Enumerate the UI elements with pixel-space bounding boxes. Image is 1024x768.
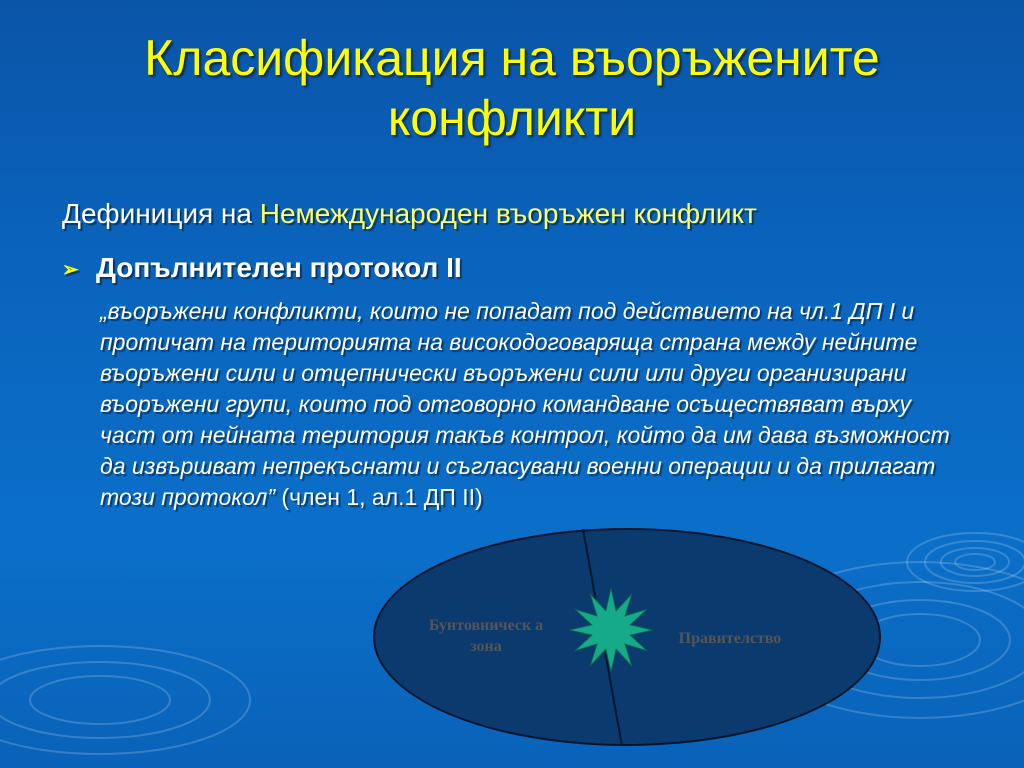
quote-source: (член 1, ал.1 ДП II): [275, 484, 483, 510]
slide-title: Класификация на въоръжените конфликти: [144, 30, 880, 146]
definition-highlight: Немеждународен въоръжен конфликт: [259, 198, 757, 229]
bullet-label: Допълнителен протокол II: [96, 252, 462, 283]
quote-text: „въоръжени конфликти, които не попадат под действието на чл.1 ДП I и протичат на територията на високодоговаряща страна между нейните въоръжени сили и отцепнически въоръжени сили или други организирани въоръжени групи, които под отговорно командване осъществяват върху част от нейната територия такъв контрол, който да им дава възможност да извършват непрекъснати и съгласувани военни операции и да прилагат този протокол”: [100, 298, 950, 510]
government-label: Правителство: [678, 630, 782, 647]
rebel-zone-label: Бунтовническ а зона: [428, 617, 544, 655]
arrow-bullet-icon: ➢: [62, 259, 79, 282]
definition-prefix: Дефиниция на: [62, 198, 260, 229]
